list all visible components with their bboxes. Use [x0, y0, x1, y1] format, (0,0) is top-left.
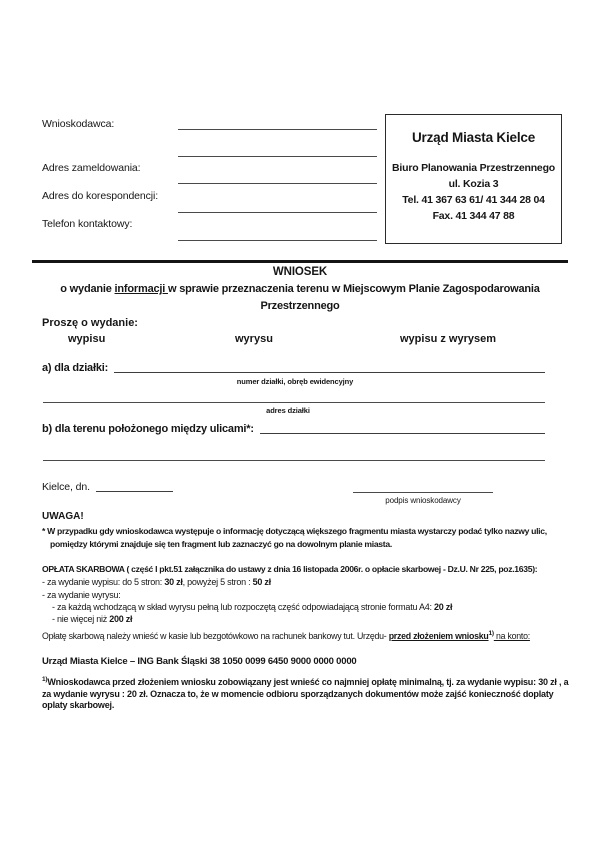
label-adres-zameldowania: Adres zameldowania: — [42, 162, 141, 174]
option-wyrysu: wyrysu — [235, 333, 273, 345]
section-a-label: a) dla działki: — [42, 362, 109, 374]
subtitle-post: w sprawie przeznaczenia terenu w Miejscowym Planie Zagospodarowania — [167, 283, 540, 295]
payment-footnote-ref: 1) — [488, 630, 494, 638]
fee-line-max — [52, 614, 132, 624]
caption-numer-dzialki: numer działki, obręb ewidencyjny — [236, 377, 354, 386]
office-street: ul. Kozia 3 — [448, 178, 499, 190]
fee-line3-text: - za każdą wchodzącą w skład wyrysu pełną lub rozpoczętą część odpowiadającą stronie formatu A4: — [52, 602, 434, 612]
section-b-fill-line — [260, 433, 545, 434]
fee-line4-text: - nie więcej niż — [52, 614, 110, 624]
section-b-row — [42, 423, 545, 435]
adres-dzialki-fill-line — [43, 402, 545, 403]
signature-fill-line — [353, 492, 493, 493]
office-department: Biuro Planowania Przestrzennego — [392, 162, 555, 174]
label-telefon: Telefon kontaktowy: — [42, 218, 133, 230]
form-subtitle-line1 — [0, 283, 600, 295]
section-b-fill-line-2 — [43, 460, 545, 461]
adres-korespondencji-fill-line — [178, 212, 377, 213]
fee-amount-50: 50 zł — [252, 577, 271, 587]
office-phone: Tel. 41 367 63 61/ 41 344 28 04 — [402, 194, 545, 206]
fee-amount-30: 30 zł — [164, 577, 183, 587]
request-prompt: Proszę o wydanie: — [42, 317, 138, 329]
fee-line-a4 — [52, 602, 452, 612]
fee-amount-20: 20 zł — [433, 602, 453, 612]
option-wypisu-z-wyrysem: wypisu z wyrysem — [400, 333, 496, 345]
wnioskodawca-fill-line-2 — [178, 156, 377, 157]
option-wypisu: wypisu — [68, 333, 106, 345]
payment-emphasis: przed złożeniem wniosku — [388, 631, 489, 641]
office-name: Urząd Miasta Kielce — [412, 130, 535, 145]
fee-line-wypis — [42, 577, 271, 587]
section-divider — [32, 260, 568, 263]
footnote — [42, 677, 574, 712]
footnote-ref: 1) — [42, 676, 48, 683]
office-fax: Fax. 41 344 47 88 — [432, 210, 515, 222]
uwaga-line1: * W przypadku gdy wnioskodawca występuje o informację dotyczącą większego fragmentu miasta wystarczy podać tylko nazwy ulic, — [42, 526, 547, 536]
form-subtitle-line2: Przestrzennego — [260, 300, 340, 312]
payment-pre: Opłatę skarbową należy wnieść w kasie lub bezgotówkowo na rachunek bankowy tut. Urzędu- — [42, 631, 389, 641]
subtitle-pre: o wydanie — [60, 283, 115, 295]
caption-adres-dzialki: adres działki — [266, 406, 310, 415]
date-label: Kielce, dn. — [42, 481, 90, 493]
fee-line-wyrys: - za wydanie wyrysu: — [42, 590, 121, 600]
date-fill-line — [96, 491, 173, 492]
fee-line1-text: - za wydanie wypisu: do 5 stron: — [42, 577, 165, 587]
signature-caption: podpis wnioskodawcy — [385, 496, 461, 505]
wnioskodawca-fill-line-1 — [178, 129, 377, 130]
label-adres-korespondencji: Adres do korespondencji: — [42, 190, 159, 202]
form-title: WNIOSEK — [272, 266, 328, 278]
date-row — [42, 481, 173, 493]
telefon-fill-line — [178, 240, 377, 241]
fee-line1-mid: , powyżej 5 stron : — [182, 577, 253, 587]
label-wnioskodawca: Wnioskodawca: — [42, 118, 115, 130]
fee-heading: OPŁATA SKARBOWA ( część I pkt.51 załącznika do ustawy z dnia 16 listopada 2006r. o opłacie skarbowej - Dz.U. Nr 225, poz.1635): — [42, 564, 538, 574]
office-address-box — [385, 114, 562, 244]
section-a-row — [42, 362, 545, 374]
fee-amount-200: 200 zł — [109, 614, 133, 624]
footnote-text: Wnioskodawca przed złożeniem wniosku zobowiązany jest wnieść co najmniej opłatę minimalną, tj. za wydanie wypisu: 30 zł , a za wydanie wyrysu : 20 zł. Oznacza to, że w momencie odbioru sporządzanych dokumentów może zajść konieczność doplaty oplaty skarbowej. — [42, 677, 569, 710]
uwaga-heading: UWAGA! — [42, 511, 84, 522]
subtitle-underlined-word: informacji — [114, 283, 168, 295]
uwaga-line2: pomiędzy którymi znajduje się ten fragment lub zaznaczyć go na dowolnym planie miasta. — [50, 539, 392, 549]
payment-tail: na konto: — [493, 631, 530, 641]
adres-zameldowania-fill-line — [178, 183, 377, 184]
section-b-label: b) dla terenu położonego między ulicami*: — [42, 423, 254, 435]
bank-account-line: Urząd Miasta Kielce – ING Bank Śląski 38 1050 0099 6450 9000 0000 0000 — [42, 656, 357, 667]
payment-instruction — [42, 631, 530, 641]
section-a-fill-line — [114, 372, 545, 373]
